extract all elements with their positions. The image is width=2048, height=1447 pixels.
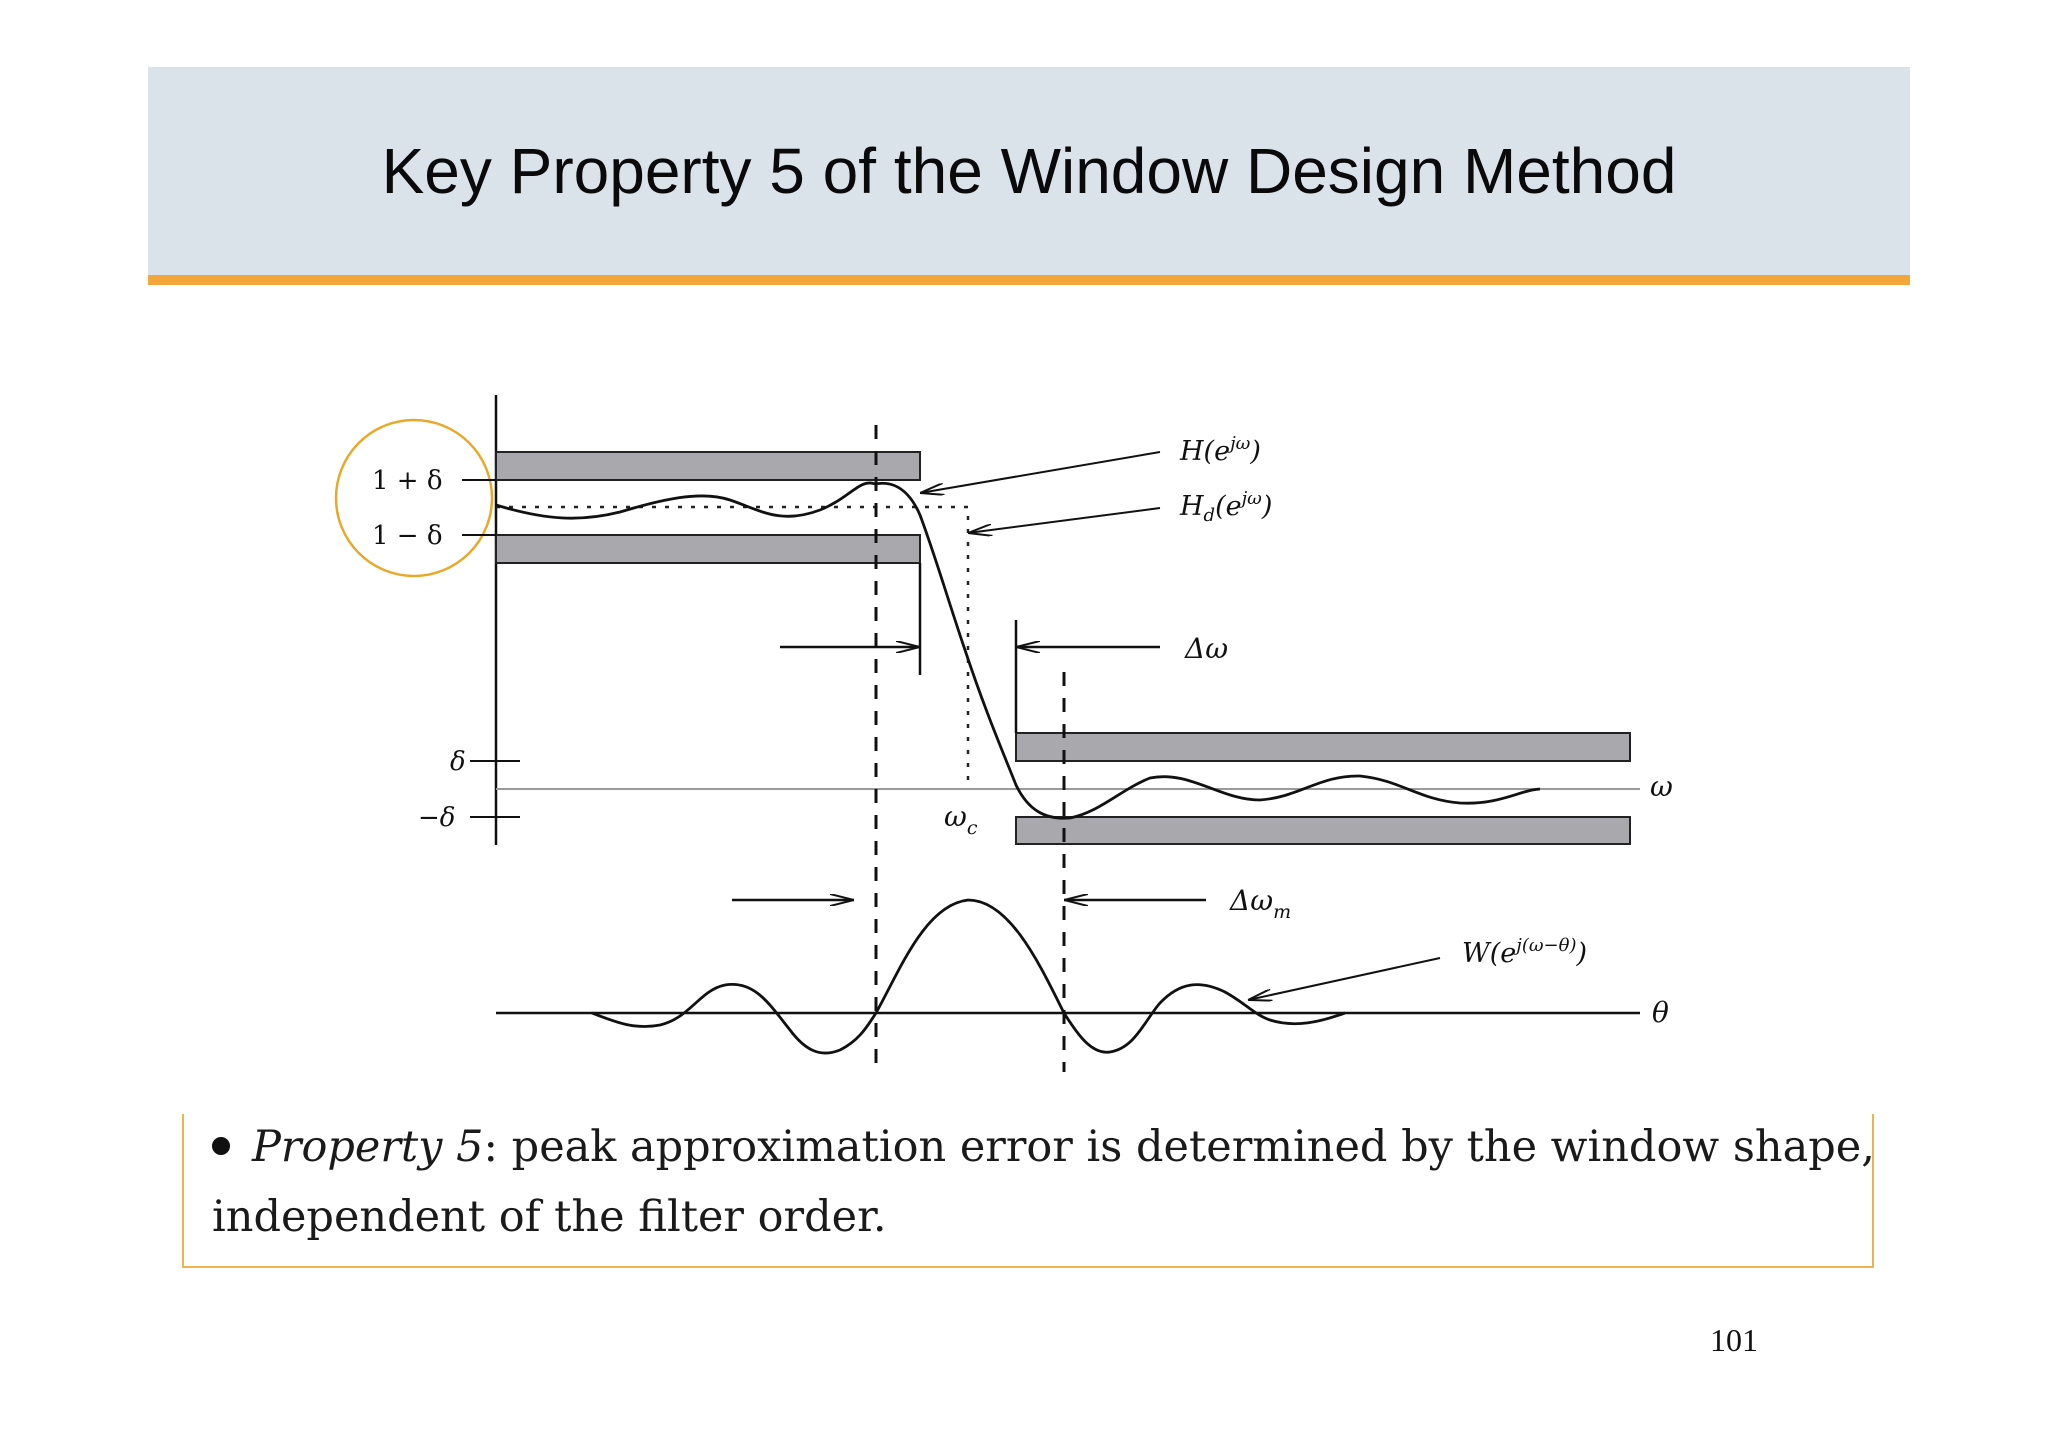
passband-upper-band xyxy=(496,452,920,480)
passband-lower-band xyxy=(496,535,920,563)
property-line-1 xyxy=(212,1122,1875,1172)
bullet-icon xyxy=(212,1137,230,1155)
stopband-lower-band xyxy=(1016,817,1630,844)
slide-title: Key Property 5 of the Window Design Method xyxy=(381,135,1677,207)
label-neg-delta: −δ xyxy=(418,803,456,833)
label-omega-c: $\omega_c$ xyxy=(944,800,978,839)
highlight-circle xyxy=(336,420,492,576)
label-theta: θ xyxy=(1652,996,1669,1029)
label-Hd: $H_d(e^{j\omega})$ xyxy=(1180,488,1273,526)
label-delta-omega: Δω xyxy=(1185,632,1229,665)
filter-response-curve xyxy=(496,483,1540,818)
page-number: 101 xyxy=(1710,1322,1758,1358)
property-text-1: : peak approximation error is determined by the window shape, xyxy=(483,1122,1875,1172)
W-pointer-arrow xyxy=(1248,958,1440,1000)
label-H: $H(e^{j\omega})$ xyxy=(1180,433,1261,467)
property-label: Property 5 xyxy=(252,1122,484,1172)
Hd-pointer-arrow xyxy=(968,508,1160,533)
label-delta-omega-m: $\Delta\omega_m$ xyxy=(1230,884,1292,923)
H-pointer-arrow xyxy=(920,452,1160,493)
window-spectrum-curve xyxy=(592,900,1345,1053)
label-W: $W(e^{j(\omega-\theta)})$ xyxy=(1462,935,1588,969)
property-line-2: independent of the filter order. xyxy=(212,1192,887,1242)
label-omega: ω xyxy=(1650,770,1673,803)
label-one-plus-delta: 1 + δ xyxy=(372,466,443,496)
label-delta: δ xyxy=(450,747,466,777)
stopband-upper-band xyxy=(1016,733,1630,761)
label-one-minus-delta: 1 − δ xyxy=(372,521,443,551)
